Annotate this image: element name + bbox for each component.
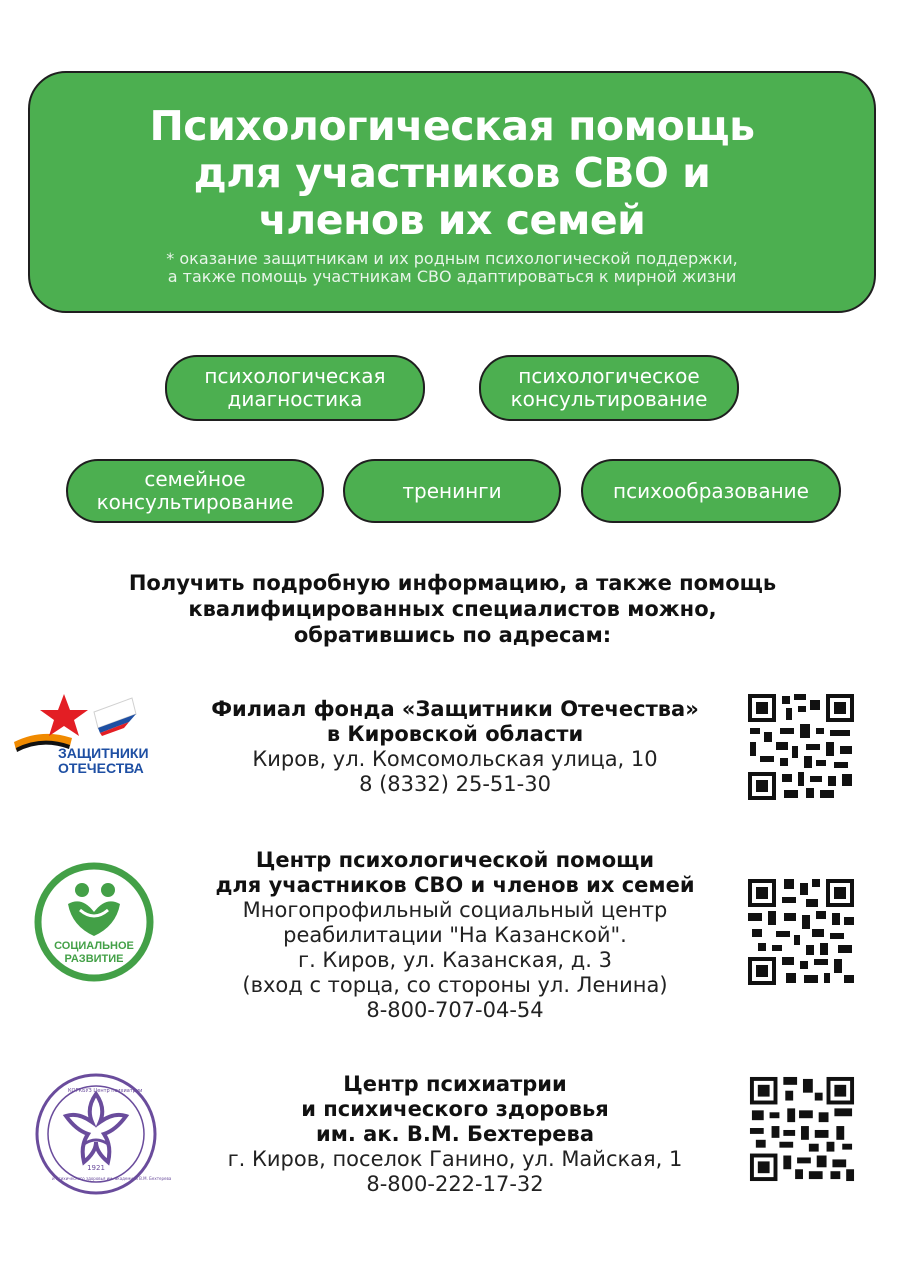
org-name: для участников СВО и членов их семей: [215, 873, 695, 897]
org-name: и психического здоровья: [301, 1097, 609, 1121]
page-subtitle: [30, 250, 874, 286]
logo-text: СОЦИАЛЬНОЕ: [54, 940, 134, 952]
service-pill-diagnostics: [165, 355, 425, 421]
qr-code-psychiatry-center[interactable]: [748, 1075, 856, 1183]
subtitle-line: * оказание защитникам и их родным психологической поддержки,: [166, 249, 738, 268]
org-description: реабилитации "На Казанской".: [283, 923, 627, 947]
org-name: Центр психиатрии: [343, 1072, 567, 1096]
org-address: г. Киров, поселок Ганино, ул. Майская, 1: [227, 1147, 683, 1171]
logo-year: 1921: [87, 1164, 105, 1172]
qr-code-icon: [748, 1075, 856, 1183]
org-psychiatry-center: [190, 1072, 720, 1197]
pill-text: тренинги: [402, 478, 502, 503]
org-address: Киров, ул. Комсомольская улица, 10: [252, 747, 658, 771]
title-line: для участников СВО и: [193, 149, 711, 197]
service-pill-family: [66, 459, 324, 523]
pill-text: психологическое: [518, 364, 700, 388]
qr-code-zashchitniki[interactable]: [746, 692, 856, 802]
qr-code-psych-center[interactable]: [746, 877, 856, 987]
title-line: Психологическая помощь: [149, 102, 755, 150]
title-line: членов их семей: [258, 196, 646, 244]
org-address: г. Киров, ул. Казанская, д. 3: [298, 948, 612, 972]
intro-text: [0, 570, 905, 648]
pill-text: психологическая: [204, 364, 386, 388]
psychiatry-center-logo: [34, 1072, 172, 1196]
subtitle-line: а также помощь участникам СВО адаптироваться к мирной жизни: [167, 267, 737, 286]
org-address-note: (вход с торца, со стороны ул. Ленина): [242, 973, 668, 997]
org-description: Многопрофильный социальный центр: [242, 898, 668, 922]
org-name: Филиал фонда «Защитники Отечества»: [211, 697, 699, 721]
org-phone: 8-800-222-17-32: [366, 1172, 544, 1196]
page-title: [30, 103, 874, 244]
intro-line: Получить подробную информацию, а также помощь: [128, 571, 777, 595]
intro-line: обратившись по адресам:: [293, 623, 612, 647]
pill-text: консультирование: [96, 490, 294, 514]
pill-text: семейное: [144, 467, 246, 491]
org-name: в Кировской области: [326, 722, 584, 746]
logo-text: ОТЕЧЕСТВА: [58, 760, 144, 776]
org-psych-center: [190, 848, 720, 1023]
intro-line: квалифицированных специалистов можно,: [188, 597, 717, 621]
org-phone: 8-800-707-04-54: [366, 998, 544, 1022]
org-name: Центр психологической помощи: [255, 848, 655, 872]
qr-code-icon: [746, 692, 856, 802]
logo-text: ЗАЩИТНИКИ: [58, 745, 149, 761]
logo-text: КОГКБУЗ Центр психиатрии: [68, 1088, 143, 1094]
org-name: им. ак. В.М. Бехтерева: [316, 1122, 594, 1146]
header-banner: [28, 71, 876, 313]
pill-text: психообразование: [613, 478, 809, 503]
service-pill-consulting: [479, 355, 739, 421]
logo-text: и психического здоровья им. академика В.М. Бехтерева: [52, 1176, 172, 1181]
org-phone: 8 (8332) 25-51-30: [359, 772, 551, 796]
zashchitniki-logo: [12, 688, 184, 780]
service-pill-trainings: [343, 459, 561, 523]
pill-text: диагностика: [227, 387, 363, 411]
logo-text: РАЗВИТИЕ: [64, 953, 124, 965]
social-development-logo: [32, 860, 156, 984]
service-pill-psychoeducation: [581, 459, 841, 523]
org-zashchitniki: [190, 697, 720, 797]
qr-code-icon: [746, 877, 856, 987]
pill-text: консультирование: [510, 387, 708, 411]
